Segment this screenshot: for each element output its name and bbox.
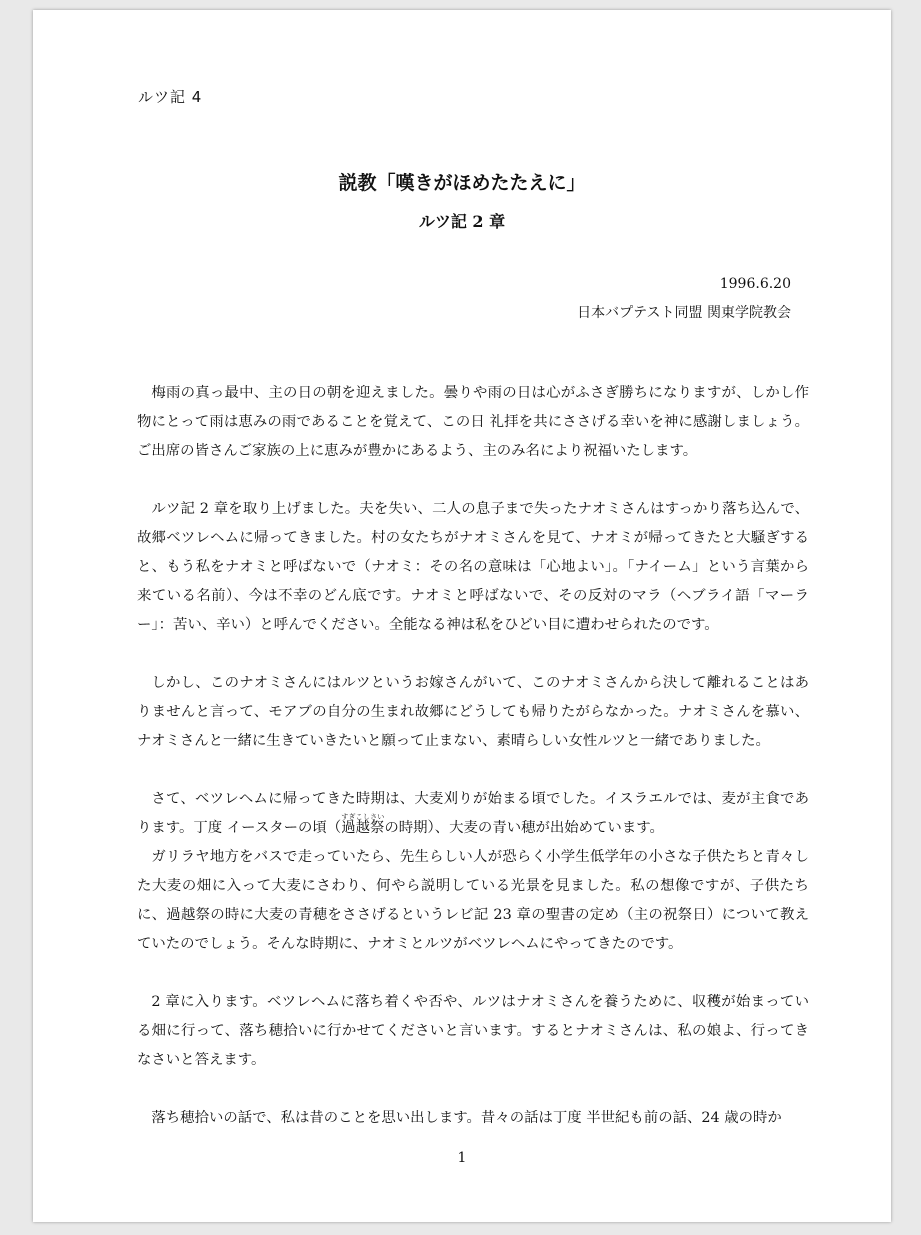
document-page xyxy=(33,10,891,1222)
sermon-subtitle: ルツ記 2 章 xyxy=(418,212,506,231)
sermon-body xyxy=(137,379,809,1133)
paragraph: 落ち穂拾いの話で、私は昔のことを思い出します。昔々の話は丁度 半世紀も前の話、24 歳の時か xyxy=(151,1110,782,1126)
paragraph-text: の時期）、大麦の青い穂が出始めています。 xyxy=(384,820,664,836)
page-number: 1 xyxy=(457,1150,467,1166)
sermon-meta xyxy=(577,270,791,328)
paragraph: 梅雨の真っ最中、主の日の朝を迎えました。曇りや雨の日は心がふさぎ勝ちになりますが、しかし作物にとって雨は恵みの雨であることを覚えて、この日 礼拝を共にささげる幸いを神に感謝しましょう。ご出席の皆さんご家族の上に恵みが豊かにあるよう、主のみ名により祝福いたします。 xyxy=(137,385,809,459)
paragraph-text: さて、ベツレヘムに帰ってきた時期は、大麦刈りが始まる頃でした。イスラエルでは、麦が主食であります。丁度 イースターの頃（ xyxy=(137,791,809,836)
running-header: ルツ記 4 xyxy=(138,88,203,106)
ruby-word xyxy=(341,813,385,836)
sermon-title: 説教「嘆きがほめたたえに」 xyxy=(338,172,586,194)
paragraph: ルツ記 2 章を取り上げました。夫を失い、二人の息子まで失ったナオミさんはすっかり落ち込んで、故郷ベツレヘムに帰ってきました。村の女たちがナオミさんを見て、ナオミが帰ってきたと大騒ぎすると、もう私をナオミと呼ばないで（ナオミ：その名の意味は「心地よい」。「ナイーム」という言葉から来ている名前）、今は不幸のどん底です。ナオミと呼ばないで、その反対のマラ（ヘブライ語「マーラー」：苦い、辛い）と呼んでください。全能なる神は私をひどい目に遭わせられたのです。 xyxy=(137,501,809,633)
ruby-annotation: すぎこしさい xyxy=(341,813,385,821)
sermon-date: 1996.6.20 xyxy=(719,276,791,292)
paragraph: 2 章に入ります。ベツレヘムに落ち着くや否や、ルツはナオミさんを養うために、収穫が始まっている畑に行って、落ち穂拾いに行かせてくださいと言います。するとナオミさんは、私の娘よ、行ってきなさいと答えます。 xyxy=(137,994,809,1068)
paragraph: しかし、このナオミさんにはルツというお嫁さんがいて、このナオミさんから決して離れることはありませんと言って、モアブの自分の生まれ故郷にどうしても帰りたがらなかった。ナオミさんを慕い、ナオミさんと一緒に生きていきたいと願って止まない、素晴らしい女性ルツと一緒でありました。 xyxy=(137,675,809,749)
church-name: 日本バプテスト同盟 関東学院教会 xyxy=(577,305,791,321)
paragraph: ガリラヤ地方をバスで走っていたら、先生らしい人が恐らく小学生低学年の小さな子供たちと青々した大麦の畑に入って大麦にさわり、何やら説明している光景を見ました。私の想像ですが、子供たちに、過越祭の時に大麦の青穂をささげるというレビ記 23 章の聖書の定め（主の祝祭日）について教えていたのでしょう。そんな時期に、ナオミとルツがベツレヘムにやってきたのです。 xyxy=(137,849,809,952)
paragraph xyxy=(137,785,809,843)
ruby-base: 過越祭 xyxy=(341,820,385,836)
